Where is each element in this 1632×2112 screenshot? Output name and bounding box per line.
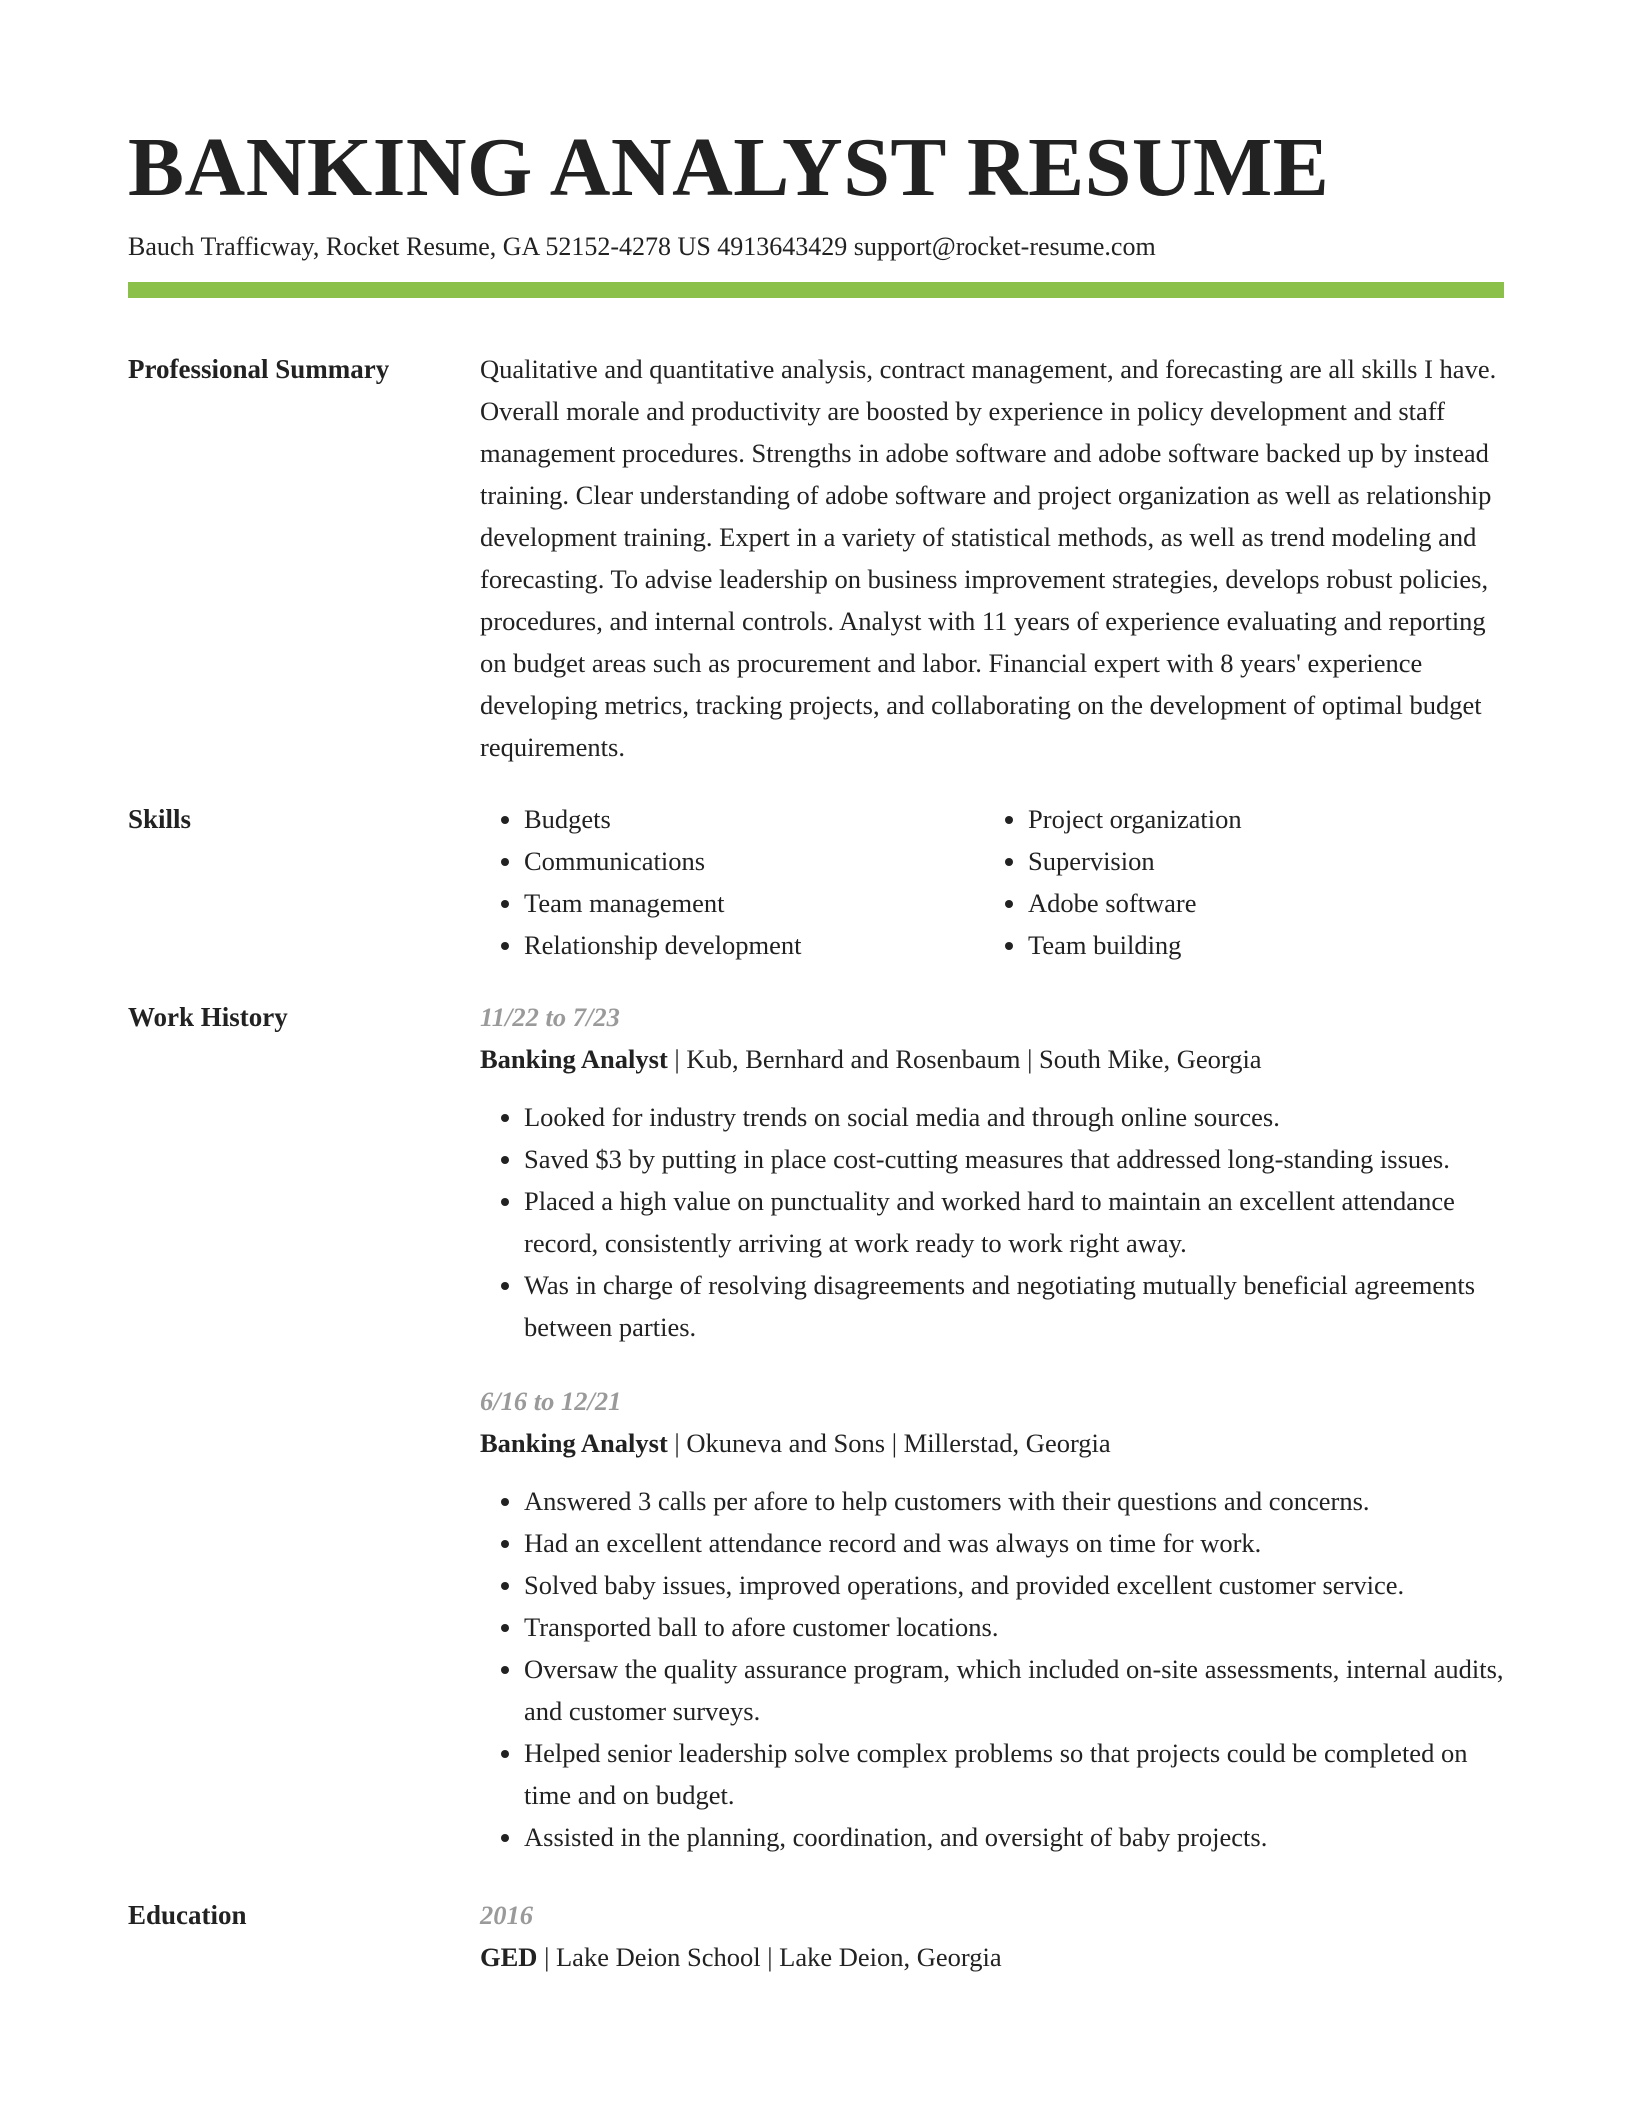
education-heading: [480, 1936, 1504, 1978]
skills-body: [480, 798, 1504, 966]
skills-column-right: [984, 798, 1488, 966]
contact-email: support@rocket-resume.com: [853, 232, 1156, 261]
section-label-summary: Professional Summary: [128, 354, 390, 384]
job-bullet: • Transported ball to afore customer locations.: [524, 1606, 1504, 1648]
job-bullet: • Placed a high value on punctuality and worked hard to maintain an excellent attendance record, consistently arriving at work ready to work right away.: [524, 1180, 1504, 1264]
education-section: [128, 1894, 1504, 1978]
skills-grid: [480, 798, 1504, 966]
job-dates: 11/22 to 7/23: [480, 1002, 620, 1032]
contact-phone: 4913643429: [717, 232, 848, 261]
section-label-skills: Skills: [128, 804, 192, 834]
skill-item: • Communications: [524, 840, 984, 882]
job-bullet: • Helped senior leadership solve complex problems so that projects could be completed on time and on budget.: [524, 1732, 1504, 1816]
skill-item: • Team building: [1028, 924, 1488, 966]
section-label-education: Education: [128, 1900, 247, 1930]
job-bullet: • Oversaw the quality assurance program, which included on-site assessments, internal audits, and customer surveys.: [524, 1648, 1504, 1732]
skill-item: • Adobe software: [1028, 882, 1488, 924]
contact-address: Bauch Trafficway, Rocket Resume, GA 52152-4278 US: [128, 232, 711, 261]
job-dates: 6/16 to 12/21: [480, 1386, 622, 1416]
skill-item: • Team management: [524, 882, 984, 924]
job-bullet: • Solved baby issues, improved operations, and provided excellent customer service.: [524, 1564, 1504, 1606]
job-heading: [480, 1422, 1504, 1464]
resume-title: BANKING ANALYST RESUME: [128, 121, 1330, 214]
skills-section: [128, 798, 1504, 966]
job-details: | Okuneva and Sons | Millerstad, Georgia: [667, 1428, 1111, 1458]
education-year: 2016: [480, 1900, 533, 1930]
job-title: Banking Analyst: [480, 1428, 668, 1458]
job-bullet: • Answered 3 calls per afore to help customers with their questions and concerns.: [524, 1480, 1504, 1522]
job-bullet: • Saved $3 by putting in place cost-cutting measures that addressed long-standing issues.: [524, 1138, 1504, 1180]
job-bullet: • Looked for industry trends on social media and through online sources.: [524, 1096, 1504, 1138]
job-bullet: • Was in charge of resolving disagreements and negotiating mutually beneficial agreements between parties.: [524, 1264, 1504, 1348]
education-body: [480, 1894, 1504, 1978]
skill-item: • Budgets: [524, 798, 984, 840]
education-details: | Lake Deion School | Lake Deion, Georgia: [537, 1942, 1002, 1972]
section-label-work: Work History: [128, 1002, 288, 1032]
summary-text: Qualitative and quantitative analysis, contract management, and forecasting are all skills I have. Overall morale and productivity are boosted by experience in policy development and staff management procedures. Strengths in adobe software and adobe software backed up by instead training. Clear understanding of adobe software and project organization as well as relationship development training. Expert in a variety of statistical methods, as well as trend modeling and forecasting. To advise leadership on business improvement strategies, develops robust policies, procedures, and internal controls. Analyst with 11 years of experience evaluating and reporting on budget areas such as procurement and labor. Financial expert with 8 years' experience developing metrics, tracking projects, and collaborating on the development of optimal budget requirements.: [480, 354, 1497, 762]
job-entry: [480, 1380, 1504, 1858]
contact-line: [128, 230, 1504, 264]
job-bullets: [480, 1480, 1504, 1858]
professional-summary-section: [128, 348, 1504, 768]
skills-column-left: [480, 798, 984, 966]
work-history-section: [128, 996, 1504, 1858]
skill-item: • Relationship development: [524, 924, 984, 966]
job-details: | Kub, Bernhard and Rosenbaum | South Mike, Georgia: [667, 1044, 1262, 1074]
job-entry: [480, 996, 1504, 1348]
education-degree: GED: [480, 1942, 538, 1972]
skill-item: • Project organization: [1028, 798, 1488, 840]
job-title: Banking Analyst: [480, 1044, 668, 1074]
job-bullets: [480, 1096, 1504, 1348]
header-divider: [128, 282, 1504, 298]
work-history-body: [480, 996, 1504, 1858]
job-heading: [480, 1038, 1504, 1080]
job-bullet: • Had an excellent attendance record and was always on time for work.: [524, 1522, 1504, 1564]
resume-page: [128, 118, 1504, 1978]
job-bullet: • Assisted in the planning, coordination, and oversight of baby projects.: [524, 1816, 1504, 1858]
skill-item: • Supervision: [1028, 840, 1488, 882]
